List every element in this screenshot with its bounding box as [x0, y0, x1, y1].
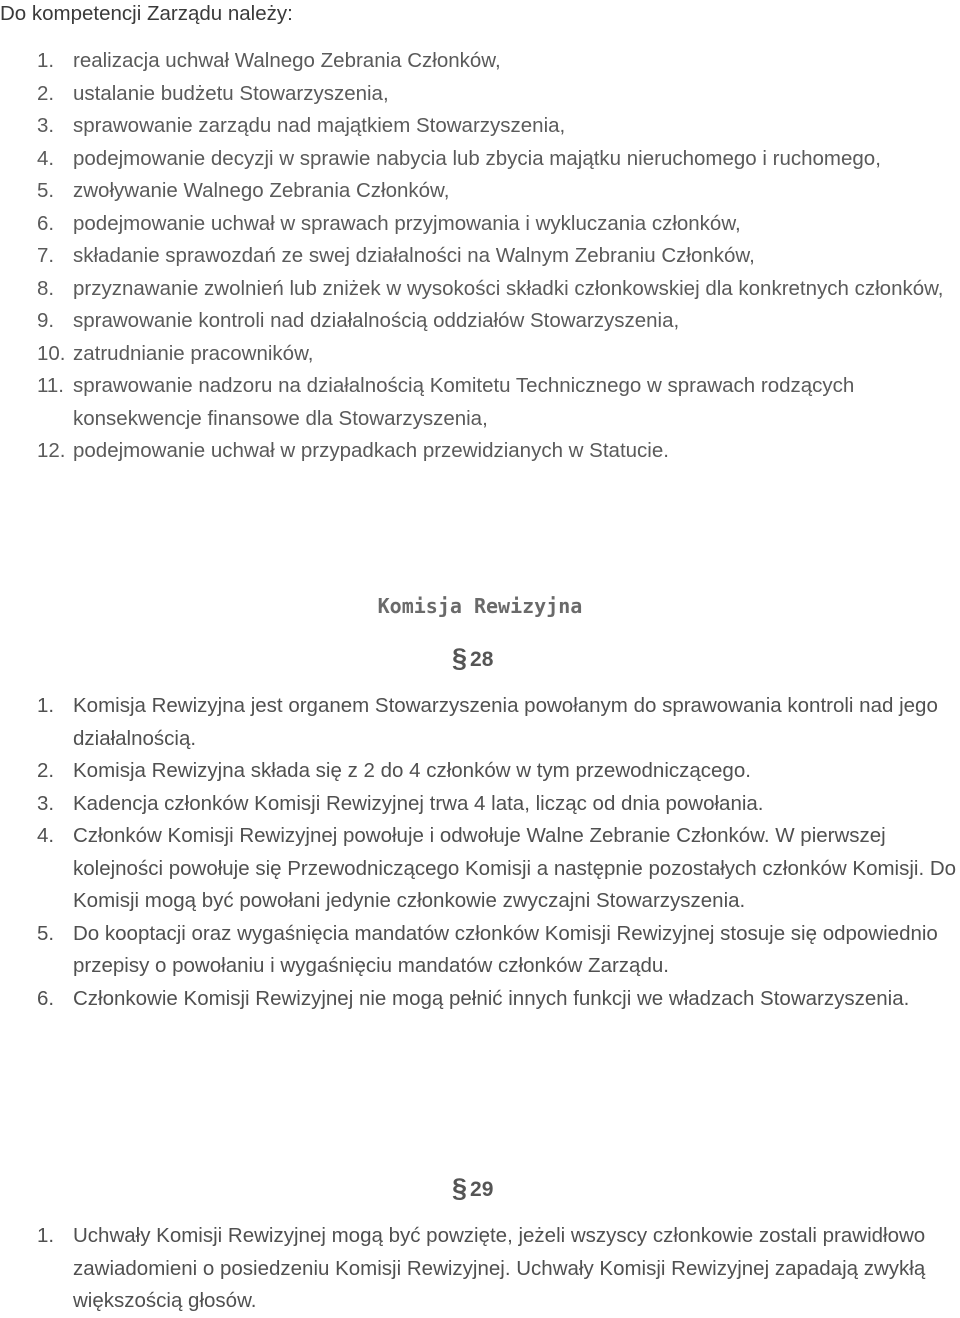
list-item [0, 918, 960, 983]
section-sign-icon: § [452, 643, 468, 673]
list-item [0, 788, 960, 821]
list-item-number: 11. [37, 374, 64, 397]
list-item [0, 338, 960, 371]
list-item-number: 2. [37, 81, 55, 105]
paragraph-number [452, 1175, 493, 1202]
list-item-number: 6. [37, 211, 55, 235]
list-item-number: 6. [37, 986, 55, 1010]
paragraph-number [452, 645, 493, 672]
list-item-text: Członków Komisji Rewizyjnej powołuje i odwołuje Walne Zebranie Członków. W pierwszej kolejności powołuje się Przewodniczącego Komisji a następnie pozostałych członków Komisji. Do Komisji mogą być powołani jedynie członkowie zwyczajni Stowarzyszenia. [73, 824, 957, 912]
list-item-text: zwoływanie Walnego Zebrania Członków, [73, 179, 450, 202]
list-item-number: 12. [37, 439, 66, 462]
paragraph-number-value: 29 [470, 1178, 494, 1201]
list-item [0, 78, 960, 111]
list-item [0, 240, 960, 273]
list-item-number: 1. [37, 694, 55, 717]
list-item [0, 175, 960, 208]
section-sign-icon: § [452, 1173, 468, 1203]
list-item [0, 755, 960, 788]
list-item-number: 3. [37, 791, 55, 815]
list-item-number: 2. [37, 759, 55, 782]
list-item-text: sprawowanie kontroli nad działalnością oddziałów Stowarzyszenia, [73, 309, 680, 332]
list-item-text: podejmowanie uchwał w przypadkach przewidzianych w Statucie. [73, 439, 669, 462]
komisja-rules-list [0, 690, 960, 1015]
list-item-text: Komisja Rewizyjna jest organem Stowarzyszenia powołanym do sprawowania kontroli nad jego działalnością. [73, 694, 938, 750]
list-item-number: 4. [37, 824, 55, 847]
list-item [0, 273, 960, 306]
list-item-text: przyznawanie zwolnień lub zniżek w wysokości składki członkowskiej dla konkretnych członków, [73, 276, 944, 300]
list-item [0, 143, 960, 176]
list-item-number: 1. [37, 49, 55, 72]
uchwaly-rules-list [0, 1220, 960, 1318]
intro-text: Do kompetencji Zarządu należy: [0, 2, 293, 25]
list-item [0, 370, 960, 435]
list-item [0, 1220, 960, 1318]
list-item [0, 983, 960, 1016]
list-item-text: Uchwały Komisji Rewizyjnej mogą być powzięte, jeżeli wszyscy członkowie zostali prawidłowo zawiadomieni o posiedzeniu Komisji Rewizyjnej. Uchwały Komisji Rewizyjnej zapadają zwykłą większością głosów. [73, 1224, 926, 1312]
list-item [0, 690, 960, 755]
list-item-text: Komisja Rewizyjna składa się z 2 do 4 członków w tym przewodniczącego. [73, 759, 751, 782]
list-item-number: 3. [37, 114, 55, 137]
list-item [0, 208, 960, 241]
list-item-text: podejmowanie uchwał w sprawach przyjmowania i wykluczania członków, [73, 211, 741, 235]
list-item-text: zatrudnianie pracowników, [73, 341, 314, 365]
list-item [0, 110, 960, 143]
list-item-text: Do kooptacji oraz wygaśnięcia mandatów członków Komisji Rewizyjnej stosuje się odpowiednio przepisy o powołaniu i wygaśnięciu mandatów członków Zarządu. [73, 921, 938, 977]
list-item-text: sprawowanie zarządu nad majątkiem Stowarzyszenia, [73, 114, 566, 137]
list-item [0, 45, 960, 78]
list-item [0, 305, 960, 338]
list-item-number: 10. [37, 341, 66, 365]
list-item-text: sprawowanie nadzoru na działalnością Komitetu Technicznego w sprawach rodzących konsekwencje finansowe dla Stowarzyszenia, [73, 374, 855, 430]
list-item-number: 7. [37, 244, 55, 267]
list-item [0, 435, 960, 468]
list-item-number: 9. [37, 309, 55, 332]
zarzad-competence-list [0, 45, 960, 468]
list-item-text: ustalanie budżetu Stowarzyszenia, [73, 81, 389, 105]
list-item-number: 8. [37, 276, 55, 300]
list-item-number: 5. [37, 921, 55, 945]
list-item-text: Kadencja członków Komisji Rewizyjnej trwa 4 lata, licząc od dnia powołania. [73, 791, 764, 815]
list-item-text: składanie sprawozdań ze swej działalności na Walnym Zebraniu Członków, [73, 244, 755, 267]
section-heading: Komisja Rewizyjna [377, 594, 583, 618]
list-item-text: Członkowie Komisji Rewizyjnej nie mogą pełnić innych funkcji we władzach Stowarzyszenia. [73, 986, 910, 1010]
list-item-number: 5. [37, 179, 55, 202]
list-item [0, 820, 960, 918]
list-item-text: podejmowanie decyzji w sprawie nabycia lub zbycia majątku nieruchomego i ruchomego, [73, 146, 881, 170]
list-item-number: 4. [37, 146, 55, 170]
list-item-text: realizacja uchwał Walnego Zebrania Członków, [73, 49, 501, 72]
paragraph-number-value: 28 [470, 648, 494, 671]
list-item-number: 1. [37, 1224, 55, 1247]
